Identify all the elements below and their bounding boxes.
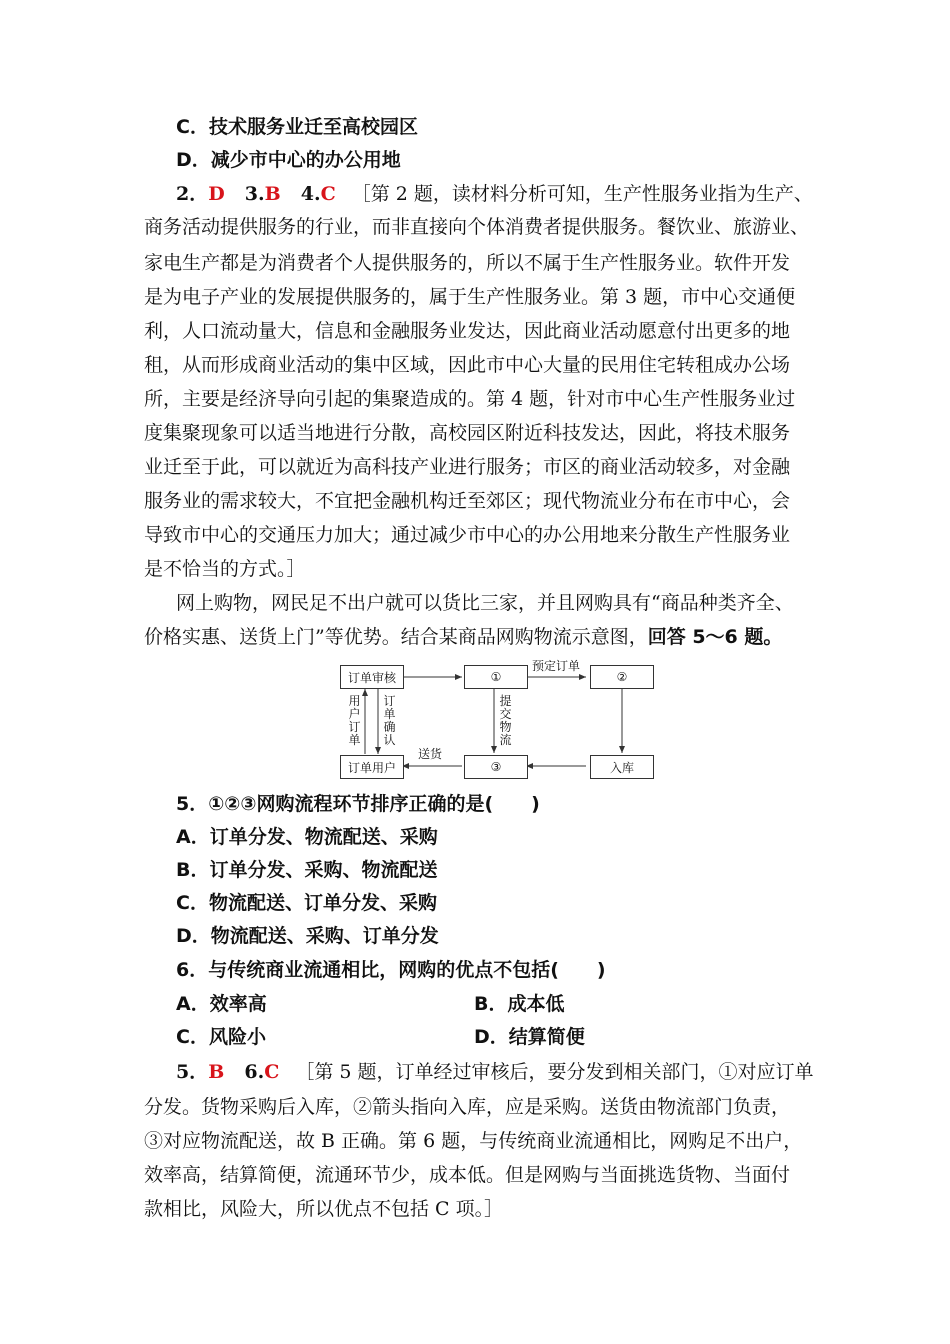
answer-2-4-line-3: 是为电子产业的发展提供服务的，属于生产性服务业。第 3 题，市中心交通便: [144, 286, 796, 308]
box-step-2: ②: [590, 665, 654, 689]
q6-stem: 6．与传统商业流通相比，网购的优点不包括( ): [176, 959, 606, 981]
answer-5-6-line-4: 款相比，风险大，所以优点不包括 C 项。］: [144, 1198, 504, 1220]
answer-2-4-line-2: 家电生产都是为消费者个人提供服务的，所以不属于生产性服务业。软件开发: [144, 252, 791, 274]
intro-line-1: 网上购物，网民足不出户就可以货比三家，并且网购具有“商品种类齐全、: [176, 592, 794, 614]
box-warehouse: 入库: [590, 755, 654, 779]
q4-answer: C: [320, 183, 336, 205]
box-order-review: 订单审核: [340, 665, 404, 689]
answer-5-6-header: [0, 1059, 950, 1085]
answer-5-6-line-1: 分发。货物采购后入库，②箭头指向入库，应是采购。送货由物流部门负责，: [144, 1096, 791, 1118]
label-delivery: 送货: [418, 747, 443, 761]
q6-option-b: B．成本低: [474, 993, 565, 1015]
q6-answer: C: [264, 1061, 280, 1083]
answer-2-4-line-5: 租，从而形成商业活动的集中区域，因此市中心大量的民用住宅转租成办公场: [144, 354, 791, 376]
intro-line-2: [0, 624, 950, 650]
q6-option-d: D．结算简便: [474, 1026, 585, 1048]
q6-number: 6.: [244, 1061, 265, 1083]
q5-option-b: B．订单分发、采购、物流配送: [176, 859, 438, 881]
answer-5-6-line-0: ［第 5 题，订单经过审核后，要分发到相关部门，①对应订单: [295, 1061, 814, 1083]
answer-2-4-header: [0, 181, 950, 207]
q6-option-a: A．效率高: [176, 993, 267, 1015]
q4-number: 4.: [300, 183, 321, 205]
q5-answer: B: [208, 1061, 225, 1083]
intro-instruction: 回答 5～6 题。: [647, 626, 783, 648]
box-step-1: ①: [464, 665, 528, 689]
answer-2-4-line-4: 利，人口流动量大，信息和金融服务业发达，因此商业活动愿意付出更多的地: [144, 320, 791, 342]
answer-2-4-line-1: 商务活动提供服务的行业，而非直接向个体消费者提供服务。餐饮业、旅游业、: [144, 216, 810, 238]
q1-option-d: D．减少市中心的办公用地: [176, 149, 401, 171]
intro-line-2-text: 价格实惠、送货上门”等优势。结合某商品网购物流示意图，: [144, 626, 648, 648]
answer-2-4-line-0: ［第 2 题，读材料分析可知，生产性服务业指为生产、: [351, 183, 813, 205]
answer-2-4-line-6: 所，主要是经济导向引起的集聚造成的。第 4 题，针对市中心生产性服务业过: [144, 388, 796, 410]
q1-option-c: C．技术服务业迁至高校园区: [176, 116, 418, 138]
q5-option-c: C．物流配送、订单分发、采购: [176, 892, 437, 914]
q6-option-c: C．风险小: [176, 1026, 266, 1048]
q2-answer: D: [208, 183, 225, 205]
q5-option-d: D．物流配送、采购、订单分发: [176, 925, 439, 947]
label-submit-logistics: 提交物流: [499, 694, 512, 747]
q5-number: 5．: [176, 1061, 209, 1083]
q2-number: 2．: [176, 183, 209, 205]
online-shopping-flow-diagram: [336, 655, 654, 785]
answer-2-4-line-7: 度集聚现象可以适当地进行分散，高校园区附近科技发达，因此，将技术服务: [144, 422, 791, 444]
q5-option-a: A．订单分发、物流配送、采购: [176, 826, 438, 848]
answer-2-4-line-11: 是不恰当的方式。］: [144, 558, 306, 580]
label-preset-order: 预定订单: [532, 659, 581, 673]
answer-2-4-line-9: 服务业的需求较大，不宜把金融机构迁至郊区；现代物流业分布在市中心，会: [144, 490, 791, 512]
answer-5-6-line-3: 效率高，结算简便，流通环节少，成本低。但是网购与当面挑选货物、当面付: [144, 1164, 791, 1186]
box-order-user: 订单用户: [340, 755, 404, 779]
answer-2-4-line-10: 导致市中心的交通压力加大；通过减少市中心的办公用地来分散生产性服务业: [144, 524, 791, 546]
answer-2-4-line-8: 业迁至于此，可以就近为高科技产业进行服务；市区的商业活动较多，对金融: [144, 456, 791, 478]
q3-answer: B: [264, 183, 281, 205]
q3-number: 3.: [244, 183, 265, 205]
answer-5-6-line-2: ③对应物流配送，故 B 正确。第 6 题，与传统商业流通相比，网购足不出户，: [144, 1130, 803, 1152]
label-order-confirm: 订单确认: [383, 694, 396, 747]
box-step-3: ③: [464, 755, 528, 779]
label-user-order: 用户订单: [348, 694, 361, 747]
q5-stem: 5．①②③网购流程环节排序正确的是( ): [176, 793, 540, 815]
